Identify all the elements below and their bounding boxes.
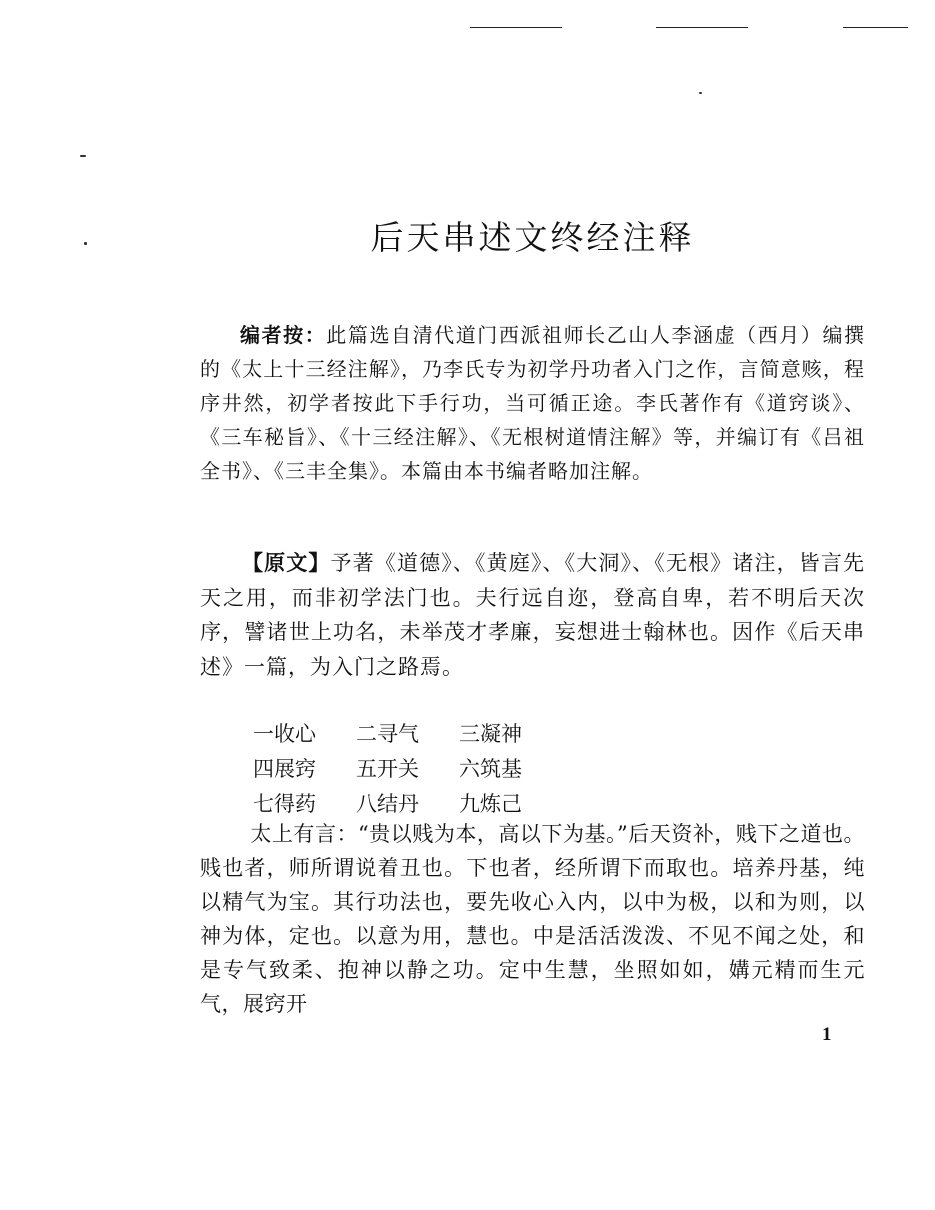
scan-speck bbox=[84, 242, 87, 245]
step-item: 八结丹 bbox=[356, 792, 419, 816]
scan-artifact-line bbox=[470, 27, 562, 28]
steps-row bbox=[253, 717, 562, 752]
scan-speck bbox=[80, 155, 86, 157]
body-paragraph: 太上有言：“贵以贱为本，高以下为基。”后天资补，贱下之道也。贱也者，师所谓说着丑也。下也者，经所谓下而取也。培养丹基，纯以精气为宝。其行功法也，要先收心入内，以中为极，以和为则，以神为体，定也。以意为用，慧也。中是活活泼泼、不见不闻之处，和是专气致柔、抱神以静之功。定中生慧，坐照如如，媾元精而生元气，展窍开 bbox=[200, 822, 865, 1016]
scan-artifact-line bbox=[656, 27, 748, 28]
step-item: 五开关 bbox=[356, 757, 419, 781]
steps-list bbox=[253, 717, 562, 822]
editor-note bbox=[200, 318, 865, 488]
step-item: 七得药 bbox=[253, 792, 316, 816]
scan-artifact-line bbox=[843, 27, 908, 28]
scan-speck bbox=[699, 92, 702, 94]
original-text-label: 【原文】 bbox=[242, 550, 331, 575]
step-item: 九炼己 bbox=[459, 792, 522, 816]
original-text-body: 予著《道德》、《黄庭》、《大洞》、《无根》诸注，皆言先天之用，而非初学法门也。夫行远自迩，登高自卑，若不明后天次序，譬诸世上功名，未举茂才孝廉，妄想进士翰林也。因作《后天串述》一篇，为入门之路焉。 bbox=[200, 551, 866, 679]
step-item: 一收心 bbox=[253, 722, 316, 746]
page-number: 1 bbox=[822, 1024, 832, 1045]
editor-note-text: 此篇选自清代道门西派祖师长乙山人李涵虚（西月）编撰的《太上十三经注解》，乃李氏专为初学丹功者入门之作，言简意赅，程序井然，初学者按此下手行功，当可循正途。李氏著作有《道窍谈》、《三车秘旨》、《十三经注解》、《无根树道情注解》等，并编订有《吕祖全书》、《三丰全集》。本篇由本书编者略加注解。 bbox=[200, 323, 866, 483]
step-item: 二寻气 bbox=[356, 722, 419, 746]
article-title: 后天串述文终经注释 bbox=[370, 218, 695, 257]
step-item: 四展窍 bbox=[253, 757, 316, 781]
steps-row bbox=[253, 752, 562, 787]
step-item: 三凝神 bbox=[459, 722, 522, 746]
step-item: 六筑基 bbox=[459, 757, 522, 781]
editor-note-label: 编者按： bbox=[240, 323, 327, 347]
original-text bbox=[200, 546, 865, 684]
